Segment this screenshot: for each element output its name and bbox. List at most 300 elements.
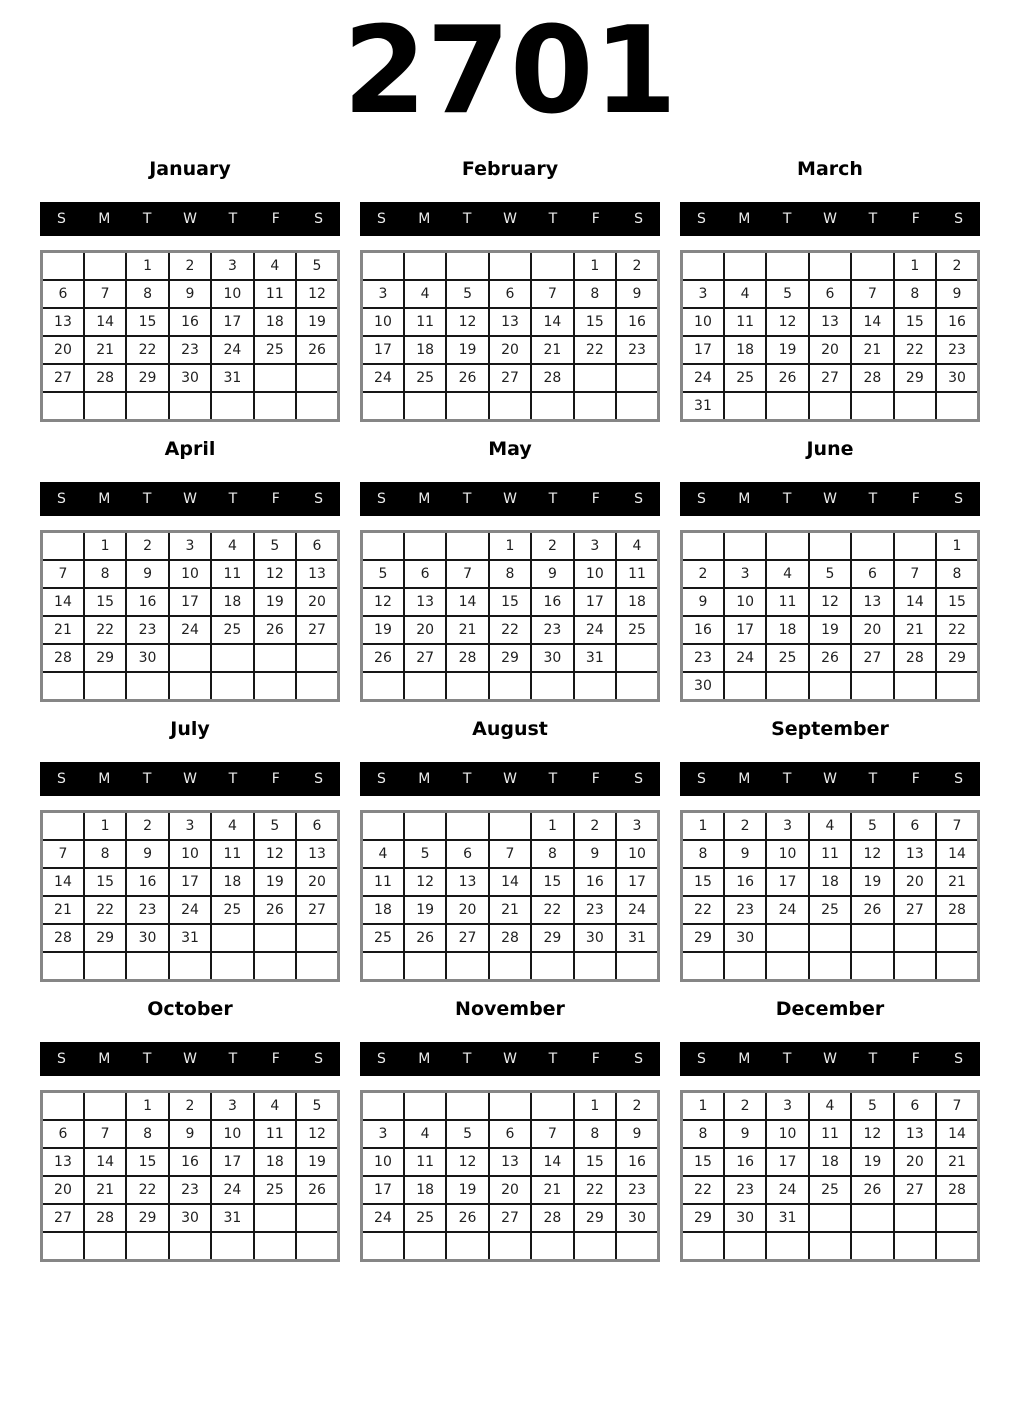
weekday-label: S (56, 491, 66, 507)
week-row (362, 1176, 659, 1204)
week-row (682, 644, 979, 672)
date-cell: 6 (851, 560, 893, 588)
empty-date-cell (42, 1092, 84, 1121)
empty-date-cell (851, 532, 893, 561)
empty-date-cell (296, 952, 338, 981)
week-row (682, 616, 979, 644)
week-row (362, 532, 659, 561)
empty-date-cell (404, 1092, 446, 1121)
date-cell: 12 (851, 840, 893, 868)
date-cell: 29 (894, 364, 936, 392)
weekday-label: S (376, 211, 386, 227)
date-cell: 15 (682, 868, 724, 896)
date-cell: 15 (126, 1148, 168, 1176)
date-cell: 16 (936, 308, 978, 336)
week-row (362, 896, 659, 924)
date-cell: 10 (169, 560, 211, 588)
date-cell: 22 (936, 616, 978, 644)
empty-date-cell (682, 252, 724, 281)
date-cell: 19 (404, 896, 446, 924)
week-row (42, 812, 339, 841)
date-cell: 5 (446, 280, 488, 308)
date-cell: 15 (84, 868, 126, 896)
date-cell: 28 (936, 896, 978, 924)
empty-date-cell (489, 1092, 531, 1121)
date-cell: 13 (446, 868, 488, 896)
date-cell: 14 (446, 588, 488, 616)
week-row (682, 560, 979, 588)
date-cell: 25 (211, 896, 253, 924)
date-cell: 20 (42, 1176, 84, 1204)
week-row (682, 1232, 979, 1261)
date-cell: 10 (616, 840, 658, 868)
weekday-header (680, 1042, 980, 1076)
empty-date-cell (574, 392, 616, 421)
date-cell: 6 (296, 532, 338, 561)
date-cell: 20 (446, 896, 488, 924)
weekday-header (680, 482, 980, 516)
date-cell: 6 (489, 1120, 531, 1148)
weekday-header (360, 1042, 660, 1076)
date-cell: 7 (936, 812, 978, 841)
weekday-label: F (591, 1051, 600, 1067)
empty-date-cell (766, 392, 808, 421)
date-cell: 27 (851, 644, 893, 672)
date-cell: 22 (84, 616, 126, 644)
empty-date-cell (616, 364, 658, 392)
empty-date-cell (809, 252, 851, 281)
date-cell: 6 (42, 280, 84, 308)
date-cell: 18 (254, 308, 296, 336)
weekday-label: T (548, 211, 558, 227)
empty-date-cell (531, 1092, 573, 1121)
month-title: May (488, 438, 532, 460)
date-cell: 12 (362, 588, 404, 616)
date-cell: 23 (724, 1176, 766, 1204)
empty-date-cell (446, 392, 488, 421)
weekday-label: W (823, 1051, 837, 1067)
date-cell: 6 (404, 560, 446, 588)
date-cell: 20 (296, 868, 338, 896)
date-cell: 20 (809, 336, 851, 364)
date-cell: 21 (531, 1176, 573, 1204)
date-cell: 8 (126, 280, 168, 308)
date-cell: 3 (362, 1120, 404, 1148)
empty-date-cell (809, 392, 851, 421)
date-cell: 21 (531, 336, 573, 364)
date-cell: 31 (616, 924, 658, 952)
date-cell: 4 (809, 812, 851, 841)
date-cell: 11 (254, 280, 296, 308)
weekday-label: F (271, 1051, 280, 1067)
date-cell: 19 (851, 1148, 893, 1176)
empty-date-cell (851, 392, 893, 421)
week-row (42, 1092, 339, 1121)
date-cell: 27 (42, 1204, 84, 1232)
date-cell: 14 (84, 308, 126, 336)
date-cell: 1 (682, 812, 724, 841)
weekday-label: T (782, 771, 792, 787)
weekday-label: M (98, 491, 111, 507)
week-row (42, 672, 339, 701)
weekday-label: W (183, 1051, 197, 1067)
date-cell: 20 (404, 616, 446, 644)
weekday-header (680, 202, 980, 236)
date-cell: 12 (254, 560, 296, 588)
date-cell: 17 (169, 588, 211, 616)
weekday-label: T (142, 1051, 152, 1067)
date-cell: 5 (296, 252, 338, 281)
date-cell: 19 (296, 1148, 338, 1176)
date-cell: 11 (211, 840, 253, 868)
empty-date-cell (42, 672, 84, 701)
month-april (40, 438, 340, 702)
empty-date-cell (84, 392, 126, 421)
empty-date-cell (296, 392, 338, 421)
date-cell: 3 (766, 1092, 808, 1121)
months-grid (40, 158, 980, 1262)
date-cell: 25 (404, 1204, 446, 1232)
date-cell: 23 (574, 896, 616, 924)
date-cell: 13 (489, 1148, 531, 1176)
date-cell: 25 (616, 616, 658, 644)
date-cell: 5 (404, 840, 446, 868)
date-cell: 22 (894, 336, 936, 364)
date-cell: 6 (446, 840, 488, 868)
date-cell: 29 (682, 924, 724, 952)
date-cell: 22 (489, 616, 531, 644)
date-cell: 26 (362, 644, 404, 672)
date-cell: 14 (42, 868, 84, 896)
empty-date-cell (84, 1232, 126, 1261)
weekday-label: S (696, 491, 706, 507)
empty-date-cell (169, 1232, 211, 1261)
weekday-label: T (142, 491, 152, 507)
week-row (682, 868, 979, 896)
date-cell: 13 (42, 1148, 84, 1176)
date-cell: 30 (574, 924, 616, 952)
date-cell: 30 (616, 1204, 658, 1232)
date-cell: 26 (446, 1204, 488, 1232)
date-cell: 2 (126, 532, 168, 561)
date-cell: 14 (531, 1148, 573, 1176)
weekday-label: S (56, 211, 66, 227)
empty-date-cell (489, 1232, 531, 1261)
empty-date-cell (574, 952, 616, 981)
date-cell: 19 (446, 1176, 488, 1204)
date-cell: 27 (894, 1176, 936, 1204)
date-cell: 14 (936, 1120, 978, 1148)
date-cell: 28 (42, 644, 84, 672)
date-cell: 9 (936, 280, 978, 308)
date-cell: 23 (126, 896, 168, 924)
date-cell: 30 (682, 672, 724, 701)
date-cell: 25 (211, 616, 253, 644)
weekday-header (360, 762, 660, 796)
date-cell: 24 (169, 896, 211, 924)
date-cell: 28 (936, 1176, 978, 1204)
empty-date-cell (296, 1232, 338, 1261)
empty-date-cell (809, 532, 851, 561)
date-cell: 17 (682, 336, 724, 364)
date-cell: 27 (446, 924, 488, 952)
weekday-label: M (418, 771, 431, 787)
date-cell: 1 (126, 1092, 168, 1121)
date-cell: 7 (894, 560, 936, 588)
week-row (362, 392, 659, 421)
empty-date-cell (682, 952, 724, 981)
weekday-label: S (634, 1051, 644, 1067)
date-cell: 13 (894, 1120, 936, 1148)
empty-date-cell (574, 1232, 616, 1261)
date-cell: 29 (126, 1204, 168, 1232)
date-cell: 6 (42, 1120, 84, 1148)
empty-date-cell (851, 1232, 893, 1261)
date-cell: 9 (531, 560, 573, 588)
date-cell: 3 (362, 280, 404, 308)
week-row (42, 868, 339, 896)
date-cell: 4 (254, 252, 296, 281)
empty-date-cell (531, 952, 573, 981)
week-row (362, 1120, 659, 1148)
week-row (362, 1092, 659, 1121)
date-cell: 25 (809, 896, 851, 924)
month-march (680, 158, 980, 422)
date-cell: 31 (574, 644, 616, 672)
date-cell: 10 (211, 280, 253, 308)
date-cell: 5 (851, 812, 893, 841)
date-cell: 24 (211, 1176, 253, 1204)
date-cell: 15 (574, 1148, 616, 1176)
date-cell: 22 (574, 336, 616, 364)
empty-date-cell (936, 924, 978, 952)
date-cell: 9 (682, 588, 724, 616)
month-title: April (164, 438, 216, 460)
date-cell: 2 (936, 252, 978, 281)
empty-date-cell (254, 644, 296, 672)
month-title: November (455, 998, 565, 1020)
empty-date-cell (211, 392, 253, 421)
weekday-label: S (376, 491, 386, 507)
month-title: February (461, 158, 559, 180)
date-cell: 1 (682, 1092, 724, 1121)
date-cell: 25 (254, 336, 296, 364)
date-cell: 9 (126, 840, 168, 868)
week-row (42, 280, 339, 308)
date-cell: 25 (404, 364, 446, 392)
empty-date-cell (296, 672, 338, 701)
date-cell: 24 (362, 364, 404, 392)
date-cell: 11 (809, 840, 851, 868)
date-cell: 18 (362, 896, 404, 924)
date-cell: 16 (724, 868, 766, 896)
empty-date-cell (84, 252, 126, 281)
weekday-label: T (228, 491, 238, 507)
week-row (362, 336, 659, 364)
date-cell: 8 (84, 560, 126, 588)
week-row (682, 672, 979, 701)
date-cell: 7 (84, 280, 126, 308)
date-cell: 30 (936, 364, 978, 392)
empty-date-cell (362, 392, 404, 421)
date-cell: 9 (724, 1120, 766, 1148)
date-cell: 4 (616, 532, 658, 561)
week-row (362, 252, 659, 281)
date-cell: 30 (531, 644, 573, 672)
date-cell: 21 (84, 336, 126, 364)
empty-date-cell (936, 952, 978, 981)
date-cell: 8 (126, 1120, 168, 1148)
date-cell: 24 (766, 1176, 808, 1204)
week-row (682, 1148, 979, 1176)
date-cell: 21 (42, 616, 84, 644)
date-cell: 25 (809, 1176, 851, 1204)
date-cell: 2 (126, 812, 168, 841)
date-cell: 7 (446, 560, 488, 588)
date-cell: 11 (404, 1148, 446, 1176)
weekday-label: T (548, 1051, 558, 1067)
date-cell: 29 (682, 1204, 724, 1232)
weekday-label: S (954, 211, 964, 227)
month-title: January (149, 158, 231, 180)
weekday-label: T (782, 491, 792, 507)
date-cell: 21 (489, 896, 531, 924)
week-row (682, 952, 979, 981)
week-row (362, 952, 659, 981)
date-cell: 10 (766, 1120, 808, 1148)
date-cell: 13 (296, 840, 338, 868)
week-row (362, 672, 659, 701)
date-cell: 24 (211, 336, 253, 364)
date-cell: 8 (489, 560, 531, 588)
date-cell: 12 (809, 588, 851, 616)
date-cell: 11 (616, 560, 658, 588)
empty-date-cell (809, 1204, 851, 1232)
date-cell: 24 (616, 896, 658, 924)
empty-date-cell (936, 1204, 978, 1232)
date-cell: 13 (404, 588, 446, 616)
weekday-label: M (738, 491, 751, 507)
date-cell: 10 (362, 1148, 404, 1176)
date-cell: 11 (724, 308, 766, 336)
weekday-label: M (418, 211, 431, 227)
date-cell: 1 (936, 532, 978, 561)
month-december (680, 998, 980, 1262)
empty-date-cell (809, 672, 851, 701)
date-cell: 18 (809, 1148, 851, 1176)
date-cell: 5 (254, 812, 296, 841)
date-cell: 29 (489, 644, 531, 672)
week-row (42, 1176, 339, 1204)
week-row (682, 1092, 979, 1121)
empty-date-cell (42, 1232, 84, 1261)
date-cell: 10 (211, 1120, 253, 1148)
date-cell: 2 (169, 1092, 211, 1121)
date-cell: 8 (574, 280, 616, 308)
date-cell: 28 (894, 644, 936, 672)
empty-date-cell (724, 952, 766, 981)
date-cell: 10 (766, 840, 808, 868)
weekday-label: F (271, 491, 280, 507)
weekday-header (40, 1042, 340, 1076)
date-cell: 16 (616, 1148, 658, 1176)
empty-date-cell (404, 392, 446, 421)
date-cell: 3 (574, 532, 616, 561)
date-cell: 21 (446, 616, 488, 644)
weekday-label: S (634, 491, 644, 507)
date-cell: 21 (851, 336, 893, 364)
empty-date-cell (254, 364, 296, 392)
empty-date-cell (42, 252, 84, 281)
week-row (362, 1232, 659, 1261)
weekday-label: T (462, 1051, 472, 1067)
date-cell: 28 (531, 1204, 573, 1232)
date-cell: 11 (809, 1120, 851, 1148)
date-cell: 18 (404, 336, 446, 364)
date-cell: 4 (404, 280, 446, 308)
date-cell: 22 (682, 896, 724, 924)
date-cell: 2 (531, 532, 573, 561)
date-cell: 9 (574, 840, 616, 868)
empty-date-cell (126, 952, 168, 981)
date-cell: 15 (936, 588, 978, 616)
date-cell: 4 (211, 532, 253, 561)
date-cell: 18 (211, 868, 253, 896)
weekday-label: F (271, 771, 280, 787)
weekday-label: T (868, 771, 878, 787)
week-row (42, 840, 339, 868)
date-cell: 28 (531, 364, 573, 392)
date-cell: 16 (682, 616, 724, 644)
weekday-label: W (823, 771, 837, 787)
week-row (42, 924, 339, 952)
weekday-label: F (591, 211, 600, 227)
empty-date-cell (254, 392, 296, 421)
empty-date-cell (851, 1204, 893, 1232)
date-cell: 2 (724, 1092, 766, 1121)
week-row (42, 392, 339, 421)
weekday-header (40, 762, 340, 796)
date-cell: 17 (169, 868, 211, 896)
weekday-label: T (142, 771, 152, 787)
empty-date-cell (446, 672, 488, 701)
date-cell: 16 (724, 1148, 766, 1176)
empty-date-cell (404, 672, 446, 701)
week-row (362, 588, 659, 616)
date-cell: 5 (296, 1092, 338, 1121)
date-cell: 12 (296, 1120, 338, 1148)
date-cell: 7 (531, 1120, 573, 1148)
weekday-label: W (183, 491, 197, 507)
date-cell: 12 (446, 308, 488, 336)
weekday-header (40, 202, 340, 236)
date-cell: 19 (296, 308, 338, 336)
weekday-label: T (868, 1051, 878, 1067)
weekday-label: T (462, 211, 472, 227)
date-cell: 7 (84, 1120, 126, 1148)
date-cell: 17 (362, 336, 404, 364)
week-row (682, 308, 979, 336)
date-cell: 30 (169, 364, 211, 392)
date-cell: 26 (296, 1176, 338, 1204)
empty-date-cell (446, 532, 488, 561)
month-table (40, 810, 340, 982)
weekday-label: F (591, 491, 600, 507)
weekday-label: M (418, 491, 431, 507)
empty-date-cell (894, 672, 936, 701)
date-cell: 7 (851, 280, 893, 308)
week-row (362, 280, 659, 308)
